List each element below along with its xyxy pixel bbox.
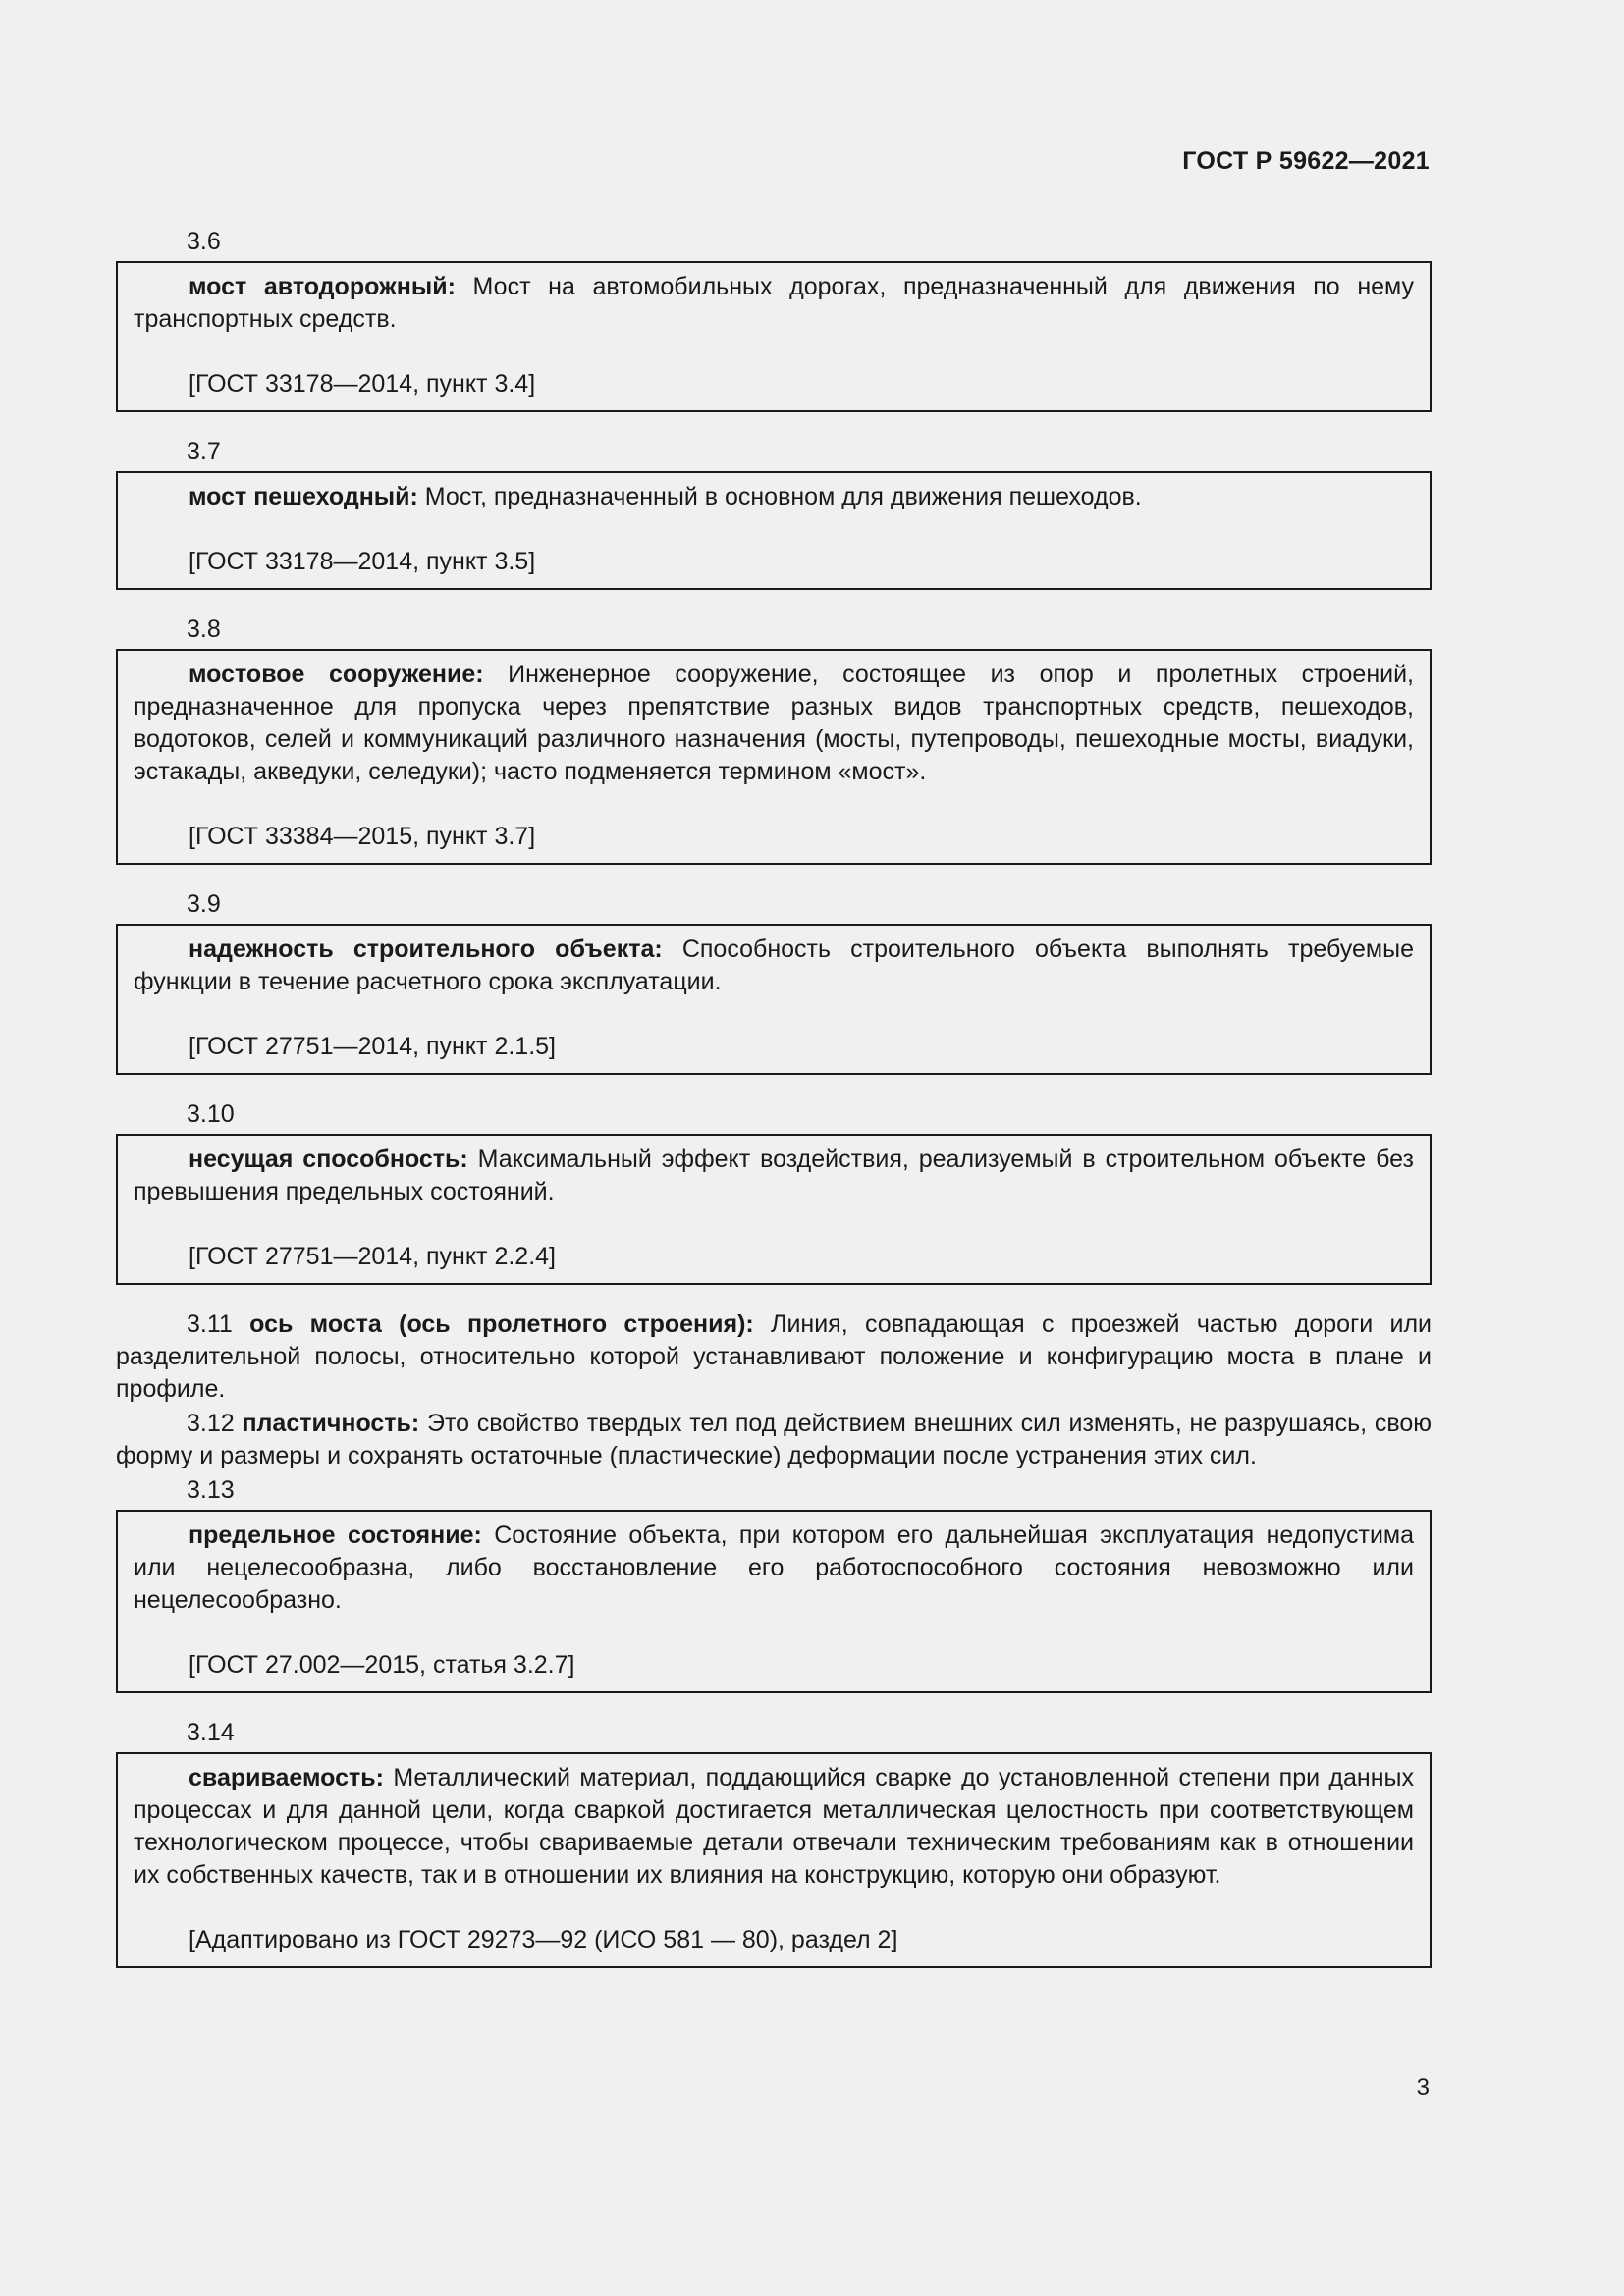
term-name: свариваемость: — [189, 1764, 384, 1791]
page-number: 3 — [1416, 2074, 1430, 2101]
term-number: 3.14 — [187, 1719, 235, 1746]
term-definition — [134, 271, 1414, 336]
term-source: [Адаптировано из ГОСТ 29273—92 (ИСО 581 — 80), раздел 2] — [189, 1926, 898, 1953]
term-definition — [134, 659, 1414, 788]
term-paragraph — [116, 1308, 1432, 1406]
definition-text: Максимальный эффект воздействия, реализуемый в строительном объекте без превышения предельных состояний. — [134, 1146, 1414, 1205]
term-source: [ГОСТ 33178—2014, пункт 3.4] — [189, 370, 536, 398]
term-definition — [134, 1762, 1414, 1892]
definition-text: Мост, предназначенный в основном для движения пешеходов. — [417, 483, 1142, 510]
document-header: ГОСТ Р 59622—2021 — [1182, 147, 1430, 175]
term-number: 3.13 — [187, 1476, 235, 1504]
definition-text: Состояние объекта, при котором его дальнейшая эксплуатация недопустима или нецелесообразна, либо восстановление его работоспособного состояния невозможно или нецелесообразно. — [134, 1522, 1414, 1614]
term-number: 3.12 — [187, 1410, 235, 1437]
term-definition — [116, 1308, 1432, 1406]
term-source: [ГОСТ 33178—2014, пункт 3.5] — [189, 548, 536, 575]
term-box — [116, 924, 1432, 1075]
definition-text: Это свойство твердых тел под действием внешних сил изменять, не разрушаясь, свою форму и размеры и сохранять остаточные (пластические) деформации после устранения этих сил. — [116, 1410, 1432, 1469]
definition-text: Мост на автомобильных дорогах, предназначенный для движения по нему транспортных средств. — [134, 273, 1415, 333]
term-definition — [134, 481, 1414, 513]
term-name: ось моста (ось пролетного строения): — [249, 1310, 754, 1338]
term-number: 3.11 — [187, 1310, 233, 1338]
term-name: пластичность: — [242, 1410, 420, 1437]
term-paragraph — [116, 1408, 1432, 1472]
term-name: мост пешеходный: — [189, 483, 418, 510]
definition-text: Линия, совпадающая с проезжей частью дороги или разделительной полосы, относительно которой устанавливают положение и конфигурацию моста в плане и профиле. — [116, 1310, 1433, 1403]
term-box — [116, 261, 1432, 412]
term-number: 3.9 — [187, 890, 221, 918]
term-definition — [134, 1144, 1414, 1208]
definition-text: Инженерное сооружение, состоящее из опор и пролетных строений, предназначенное для пропуска через препятствие разных видов транспортных средств, пешеходов, водотоков, селей и коммуникаций различного назначения (мосты, путепроводы, пешеходные мосты, виадуки, эстакады, акведуки, селедуки); часто подменяется термином «мост». — [134, 661, 1415, 785]
definition-text: Способность строительного объекта выполнять требуемые функции в течение расчетного срока эксплуатации. — [134, 935, 1414, 995]
term-source: [ГОСТ 27751—2014, пункт 2.1.5] — [189, 1033, 556, 1060]
term-box — [116, 1752, 1432, 1968]
term-box — [116, 1510, 1432, 1693]
term-source: [ГОСТ 27751—2014, пункт 2.2.4] — [189, 1243, 556, 1270]
term-name: надежность строительного объекта: — [189, 935, 663, 963]
term-definition — [116, 1408, 1432, 1472]
term-box — [116, 649, 1432, 865]
term-number: 3.6 — [187, 228, 221, 255]
term-box — [116, 1134, 1432, 1285]
term-source: [ГОСТ 33384—2015, пункт 3.7] — [189, 823, 536, 850]
term-definition — [134, 1520, 1414, 1617]
term-name: мост автодорожный: — [189, 273, 456, 300]
terms-section — [116, 226, 1432, 1992]
term-source: [ГОСТ 27.002—2015, статья 3.2.7] — [189, 1651, 575, 1679]
term-number: 3.7 — [187, 438, 221, 465]
term-name: мостовое сооружение: — [189, 661, 484, 688]
definition-text: Металлический материал, поддающийся сварке до установленной степени при данных процессах и для данной цели, когда сваркой достигается металлическая целостность при соответствующем технологическом процессе, чтобы свариваемые детали отвечали техническим требованиям как в отношении их собственных качеств, так и в отношении их влияния на конструкцию, которую они образуют. — [134, 1764, 1414, 1889]
term-number: 3.8 — [187, 615, 221, 643]
term-name: предельное состояние: — [189, 1522, 482, 1549]
term-box — [116, 471, 1432, 590]
term-name: несущая способность: — [189, 1146, 468, 1173]
term-number: 3.10 — [187, 1100, 235, 1128]
term-definition — [134, 934, 1414, 998]
